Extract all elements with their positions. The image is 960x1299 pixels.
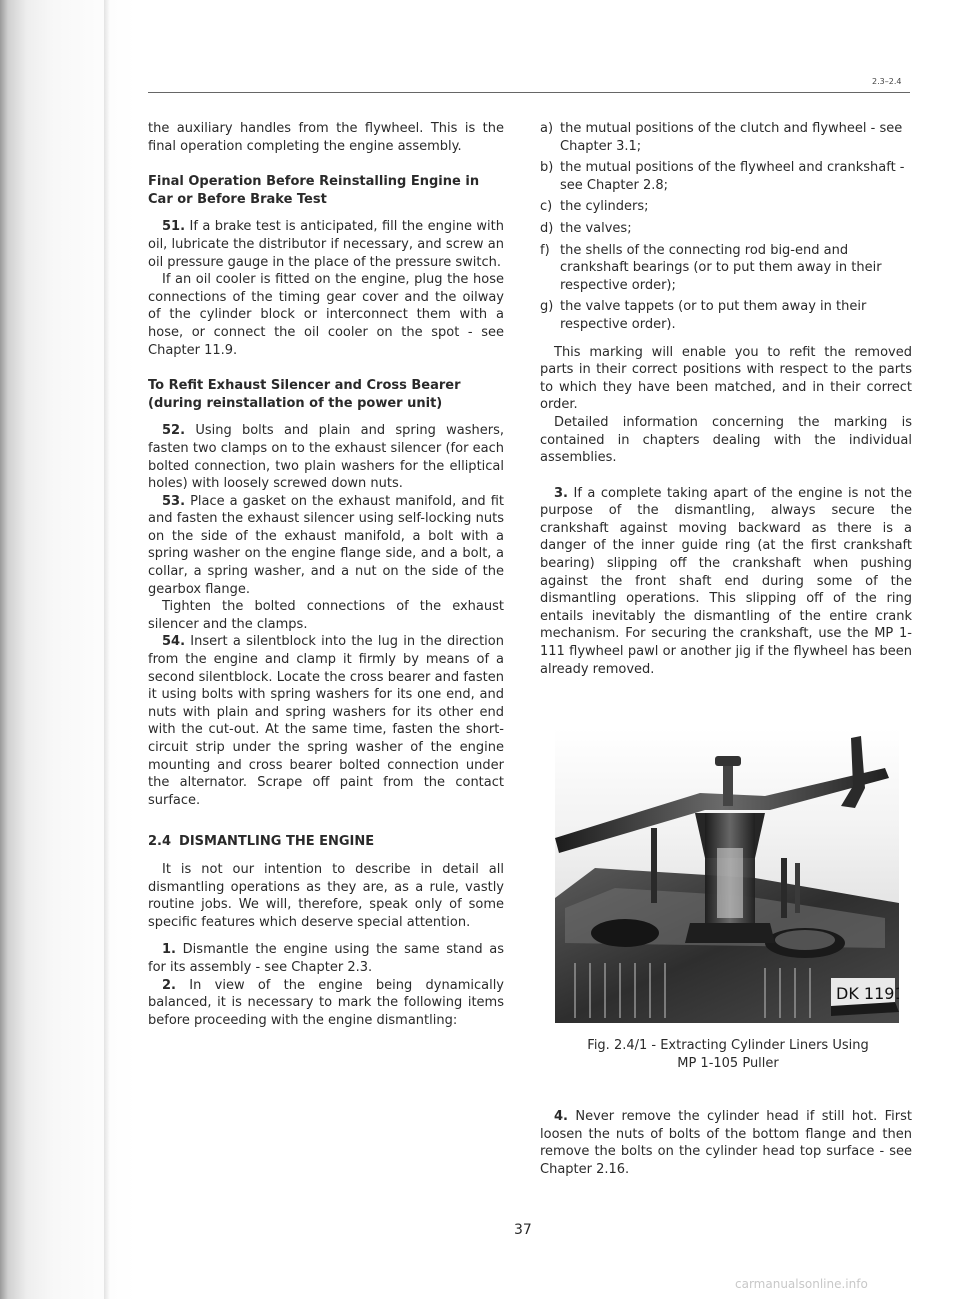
section-heading-dismantling — [148, 833, 504, 851]
step-52 — [148, 422, 504, 492]
step-54 — [148, 633, 504, 809]
caption-line-2: MP 1-105 Puller — [677, 1055, 779, 1071]
list-text: the shells of the connecting rod big-end and crankshaft bearings (or to put them away in their respective order); — [560, 242, 882, 293]
caption-line-1: Fig. 2.4/1 - Extracting Cylinder Liners Using — [587, 1038, 869, 1053]
step-number: 3. — [554, 485, 568, 501]
step-53 — [148, 493, 504, 599]
figure-label: DK 1191 — [836, 984, 899, 1003]
step-text: In view of the engine being dynamically balanced, it is necessary to mark the following items before proceeding with the engine dismantling: — [148, 977, 504, 1028]
list-item — [540, 120, 912, 155]
step-text: Never remove the cylinder head if still hot. First loosen the nuts of bolts of the bottom flange and then remove the bolts on the cylinder head top surface - see Chapter 2.16. — [540, 1109, 913, 1177]
step-number: 2. — [162, 977, 176, 993]
list-item — [540, 298, 912, 333]
list-label: d) — [540, 220, 554, 236]
list-item — [540, 220, 912, 238]
paragraph-intro: It is not our intention to describe in detail all dismantling operations as they are, as a rule, vastly routine jobs. We will, therefore, speak only of some specific features which deserve special attention. — [148, 861, 504, 930]
paragraph-marking-detail: Detailed information concerning the marking is contained in chapters dealing with the individual assemblies. — [540, 414, 912, 466]
step-d1 — [148, 941, 504, 976]
list-text: the valve tappets (or to put them away in their respective order). — [560, 299, 867, 332]
marking-list — [540, 120, 912, 334]
step-text: Insert a silentblock into the lug in the direction from the engine and clamp it firmly by means of a second silentblock. Locate the cross bearer and fasten it using bolts with spring washers for its one end, and nuts with plain and spring washers for its other end with the cut-out. At the same time, fasten the short-circuit strip under the spring washer of the engine mounting and cross bearer bolted connection under the alternator. Scrape off paint from the contact surface. — [148, 634, 504, 808]
left-column — [148, 120, 504, 1029]
list-label: b) — [540, 160, 554, 176]
heading-final-operation: Final Operation Before Reinstalling Engine in Car or Before Brake Test — [148, 174, 480, 207]
step-d3 — [540, 485, 912, 679]
step-number: 4. — [554, 1109, 568, 1124]
paragraph-marking: This marking will enable you to refit the removed parts in their correct positions with respect to the parts to which they have been matched, and in their correct order. — [540, 344, 912, 413]
step-number: 53. — [162, 493, 186, 509]
section-title: DISMANTLING THE ENGINE — [179, 834, 375, 850]
list-item — [540, 159, 912, 194]
list-label: g) — [540, 299, 554, 315]
step-d4 — [540, 1108, 912, 1178]
list-text: the cylinders; — [560, 199, 649, 215]
list-label: a) — [540, 121, 554, 136]
step-number: 52. — [162, 423, 186, 439]
step-text: If a brake test is anticipated, fill the engine with oil, lubricate the distributor if necessary, and screw an oil pressure gauge in the place of the pressure switch. — [148, 219, 504, 270]
section-code: 2.3–2.4 — [872, 77, 902, 86]
step-number: 54. — [162, 634, 186, 650]
header-rule — [148, 92, 910, 93]
section-number: 2.4 — [148, 834, 172, 850]
right-column — [540, 120, 912, 678]
step-number: 1. — [162, 942, 176, 958]
right-column-bottom — [540, 1108, 912, 1178]
step-text: Dismantle the engine using the same stand as for its assembly - see Chapter 2.3. — [148, 942, 504, 975]
paragraph-oil-cooler: If an oil cooler is fitted on the engine, plug the hose connections of the timing gear cover and the oilway of the cylinder block or interconnect them with a hose, or connect the oil cooler on the spot - see Chapter 11.9. — [148, 272, 504, 358]
page-number: 37 — [514, 1222, 532, 1238]
watermark: carmanualsonline.info — [735, 1277, 868, 1291]
step-number: 51. — [162, 219, 186, 235]
binding-edge — [104, 0, 110, 1299]
puller-photo-illustration — [555, 728, 899, 1023]
list-item — [540, 242, 912, 295]
list-label: f) — [540, 242, 550, 258]
book-binding-shadow — [0, 0, 135, 1299]
paragraph-tighten: Tighten the bolted connections of the exhaust silencer and the clamps. — [148, 599, 504, 632]
list-item — [540, 198, 912, 216]
step-51 — [148, 218, 504, 271]
list-text: the mutual positions of the clutch and flywheel - see Chapter 3.1; — [560, 121, 903, 154]
heading-exhaust-silencer: To Refit Exhaust Silencer and Cross Bearer (during reinstallation of the power unit) — [148, 378, 461, 411]
step-text: Using bolts and plain and spring washers, fasten two clamps on to the exhaust silencer (for each bolted connection, two plain washers for the elliptical holes) with loosely screwed down nuts. — [148, 423, 504, 492]
list-label: c) — [540, 199, 553, 215]
figure-photo — [555, 728, 899, 1023]
list-text: the valves; — [560, 220, 632, 236]
step-text: Place a gasket on the exhaust manifold, and fit and fasten the exhaust silencer using self-locking nuts on the side of the exhaust manifold, a bolt with a spring washer on the engine flange side, and a bolt, a collar, a spring washer, and a nut on the side of the gearbox flange. — [148, 493, 504, 597]
paragraph-final-assembly: the auxiliary handles from the flywheel. This is the final operation completing the engine assembly. — [148, 121, 504, 154]
step-d2 — [148, 977, 504, 1030]
step-text: If a complete taking apart of the engine is not the purpose of the dismantling, always secure the crankshaft against moving backward as there is a danger of the inner guide ring (at the first crankshaft bearing) slipping off the crankshaft when pushing against the front shaft end during some of the dismantling operations. This slipping off of the ring entails inevitably the dismantling of the entire crank mechanism. For securing the crankshaft, use the MP 1-111 flywheel pawl or another jig if the flywheel has been already removed. — [540, 485, 912, 677]
figure-caption — [548, 1037, 908, 1072]
list-text: the mutual positions of the flywheel and crankshaft - see Chapter 2.8; — [560, 160, 905, 193]
